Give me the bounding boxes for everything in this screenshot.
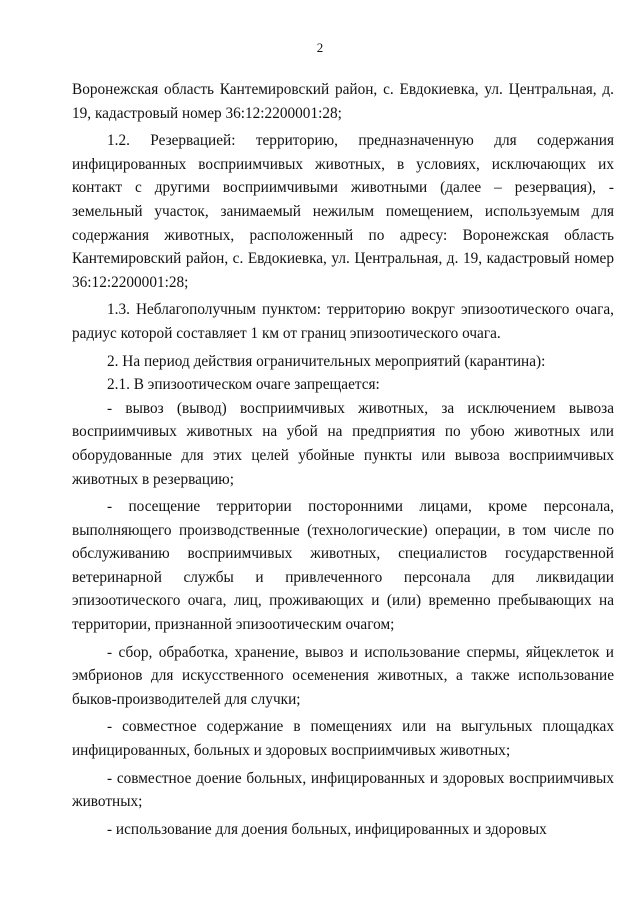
list-item-export-animals: - вывоз (вывод) восприимчивых животных, за исключением вывоза восприимчивых животных на убой на предприятия по убою животных или оборудованные для этих целей убойные пункты или вывоза восприимчивых животных в резервацию; <box>72 399 614 488</box>
page-number: 2 <box>316 40 324 55</box>
document-body <box>72 78 614 841</box>
list-item-visiting-territory: - посещение территории посторонними лицами, кроме персонала, выполняющего производственные (технологические) операции, в том числе по обслуживанию восприимчивых животных, специалистов государственной ветеринарной службы и привлеченного персонала для ликвидации эпизоотического очага, лиц, проживающих и (или) временно пребывающих на территории, признанной эпизоотическим очагом; <box>72 498 614 634</box>
list-item-joint-milking: - совместное доение больных, инфицированных и здоровых восприимчивых животных; <box>72 769 614 811</box>
list-item-sperm-collection: - сбор, обработка, хранение, вывоз и использование спермы, яйцеклеток и эмбрионов для искусственного осеменения животных, а также использование быков-производителей для случки; <box>72 643 614 708</box>
paragraph-2-quarantine-period: 2. На период действия ограничительных мероприятий (карантина): <box>107 352 546 370</box>
paragraph-2-1-prohibitions: 2.1. В эпизоотическом очаге запрещается: <box>107 376 380 394</box>
paragraph-address-continuation: Воронежская область Кантемировский район, с. Евдокиевка, ул. Центральная, д. 19, кадастровый номер 36:12:2200001:28; <box>72 81 614 122</box>
list-item-milking-use: - использование для доения больных, инфицированных и здоровых <box>107 820 547 838</box>
paragraph-1-2-reservation: 1.2. Резервацией: территорию, предназначенную для содержания инфицированных восприимчивых животных, в условиях, исключающих их контакт с другими восприимчивыми животными (далее – резервация), - земельный участок, занимаемый нежилым помещением, используемым для содержания животных, расположенный по адресу: Воронежская область Кантемировский район, с. Евдокиевка, ул. Центральная, д. 19, кадастровый номер 36:12:2200001:28; <box>72 132 614 291</box>
paragraph-1-3-unfavorable-point: 1.3. Неблагополучным пунктом: территорию вокруг эпизоотического очага, радиус которой составляет 1 км от границ эпизоотического очага. <box>72 301 614 342</box>
list-item-joint-keeping: - совместное содержание в помещениях или на выгульных площадках инфицированных, больных и здоровых восприимчивых животных; <box>72 718 614 760</box>
